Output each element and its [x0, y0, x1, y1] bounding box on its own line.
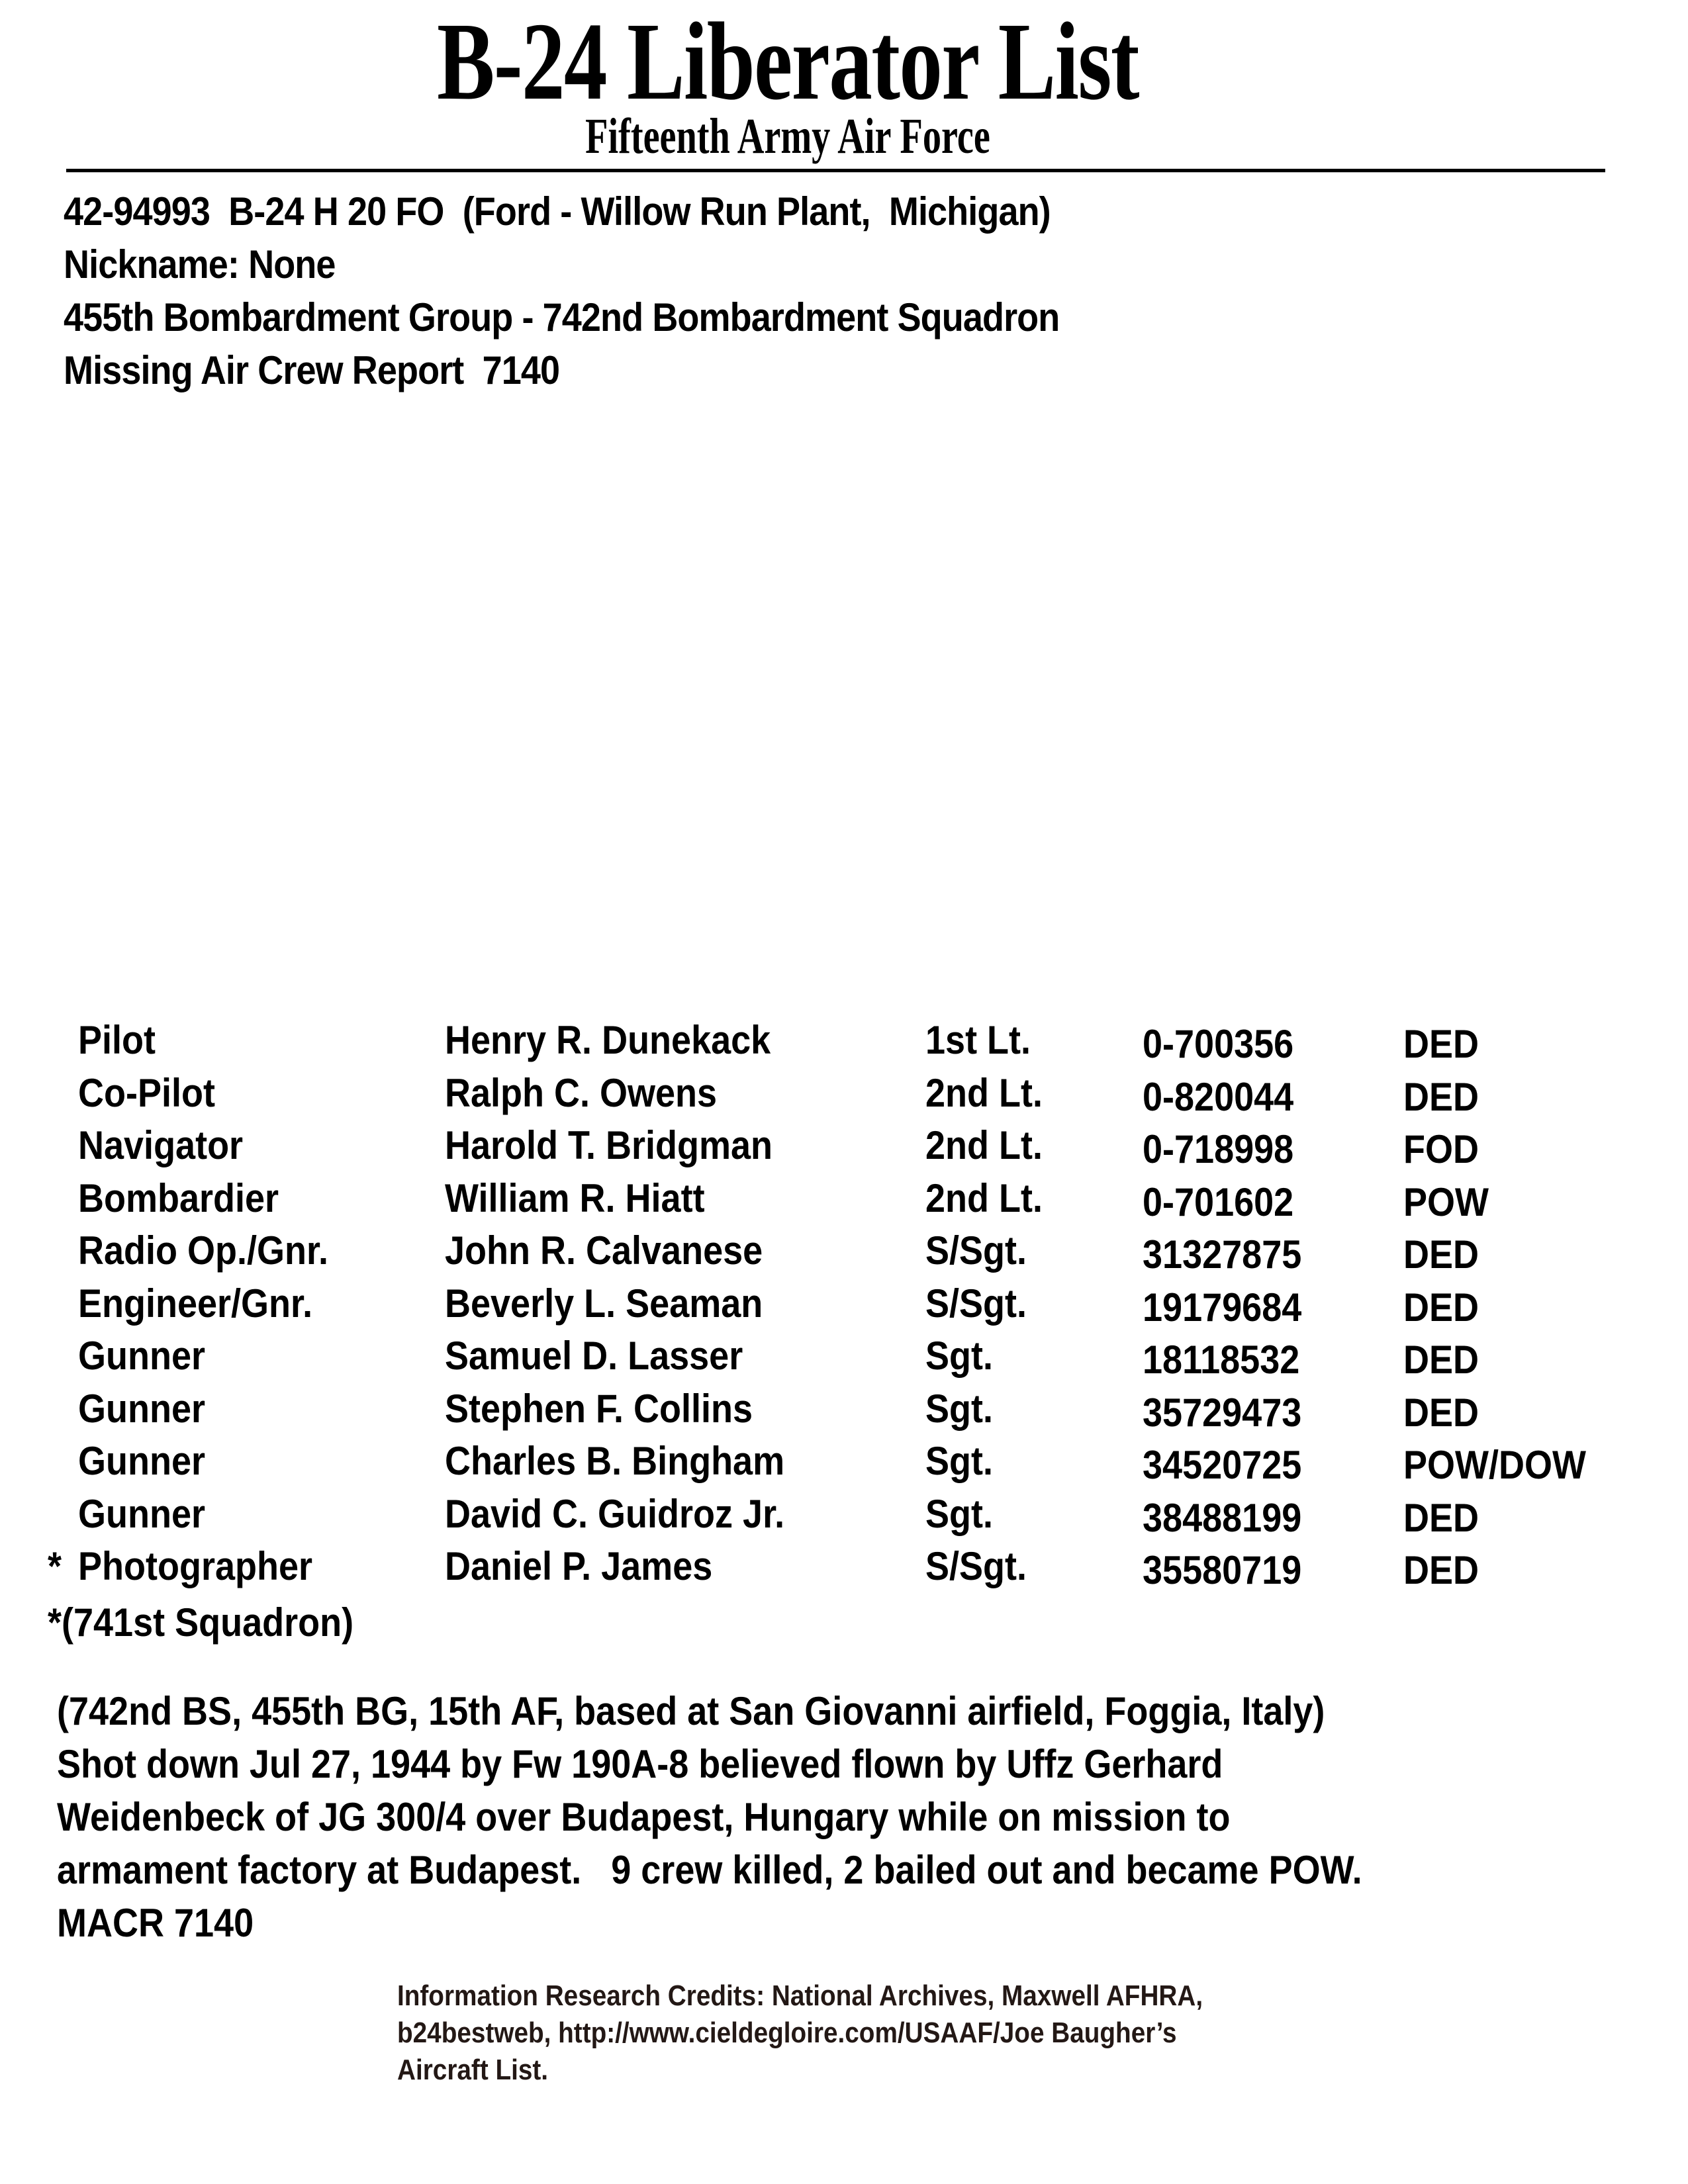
- crew-serial: 0-700356: [1143, 1022, 1294, 1066]
- crew-name: Stephen F. Collins: [445, 1386, 753, 1431]
- crew-position: Gunner: [78, 1386, 206, 1431]
- narrative-line: armament factory at Budapest. 9 crew killed, 2 bailed out and became POW.: [57, 1848, 1362, 1892]
- crew-position: Gunner: [78, 1334, 206, 1378]
- crew-serial: 38488199: [1143, 1495, 1302, 1540]
- crew-position: Bombardier: [78, 1175, 279, 1220]
- crew-footnote-mark: *: [48, 1544, 62, 1588]
- crew-name: Ralph C. Owens: [445, 1070, 718, 1115]
- crew-row: [0, 1383, 1688, 1435]
- crew-serial: 0-718998: [1143, 1127, 1294, 1171]
- crew-rank: S/Sgt.: [925, 1281, 1027, 1326]
- aircraft-unit-line: 455th Bombardment Group - 742nd Bombardment Squadron: [64, 295, 1060, 340]
- credits-line: b24bestweb, http://www.cieldegloire.com/USAAF/Joe Baugher’s: [397, 2017, 1177, 2049]
- crew-serial: 0-820044: [1143, 1074, 1294, 1119]
- crew-row: [0, 1172, 1688, 1225]
- crew-rank: 1st Lt.: [925, 1018, 1031, 1062]
- crew-row: [0, 1277, 1688, 1330]
- crew-rank: S/Sgt.: [925, 1228, 1027, 1273]
- crew-rank: Sgt.: [925, 1334, 993, 1378]
- crew-table: [0, 1014, 1688, 1593]
- crew-rank: 2nd Lt.: [925, 1175, 1043, 1220]
- crew-serial: 35729473: [1143, 1390, 1302, 1435]
- crew-row: [0, 1330, 1688, 1383]
- crew-status: DED: [1403, 1285, 1479, 1330]
- crew-status: DED: [1403, 1022, 1479, 1066]
- crew-row: [0, 1435, 1688, 1488]
- narrative-line: Shot down Jul 27, 1944 by Fw 190A-8 believed flown by Uffz Gerhard: [57, 1742, 1223, 1786]
- crew-status: DED: [1403, 1232, 1479, 1277]
- page-title: B-24 Liberator List: [437, 0, 1139, 123]
- crew-name: Daniel P. James: [445, 1544, 713, 1588]
- crew-row: [0, 1014, 1688, 1067]
- crew-status: POW: [1403, 1179, 1489, 1224]
- aircraft-info: [64, 185, 1170, 397]
- crew-footnote: *(741st Squadron): [48, 1600, 354, 1645]
- narrative-line: MACR 7140: [57, 1901, 254, 1945]
- crew-serial: 18118532: [1143, 1338, 1300, 1382]
- crew-row: [0, 1540, 1688, 1593]
- aircraft-serial-model-line: 42-94993 B-24 H 20 FO (Ford - Willow Run Plant, Michigan): [64, 189, 1051, 234]
- crew-status: POW/DOW: [1403, 1443, 1586, 1487]
- crew-position: Pilot: [78, 1018, 156, 1062]
- crew-name: David C. Guidroz Jr.: [445, 1491, 785, 1536]
- crew-row: [0, 1119, 1688, 1172]
- crew-position: Gunner: [78, 1491, 206, 1536]
- crew-status: DED: [1403, 1495, 1479, 1540]
- narrative-line: (742nd BS, 455th BG, 15th AF, based at San Giovanni airfield, Foggia, Italy): [57, 1689, 1325, 1733]
- crew-serial: 31327875: [1143, 1232, 1302, 1277]
- crew-serial: 34520725: [1143, 1443, 1302, 1487]
- crew-rank: Sgt.: [925, 1386, 993, 1431]
- crew-rank: Sgt.: [925, 1439, 993, 1483]
- crew-rank: 2nd Lt.: [925, 1123, 1043, 1167]
- crew-position: Navigator: [78, 1123, 244, 1167]
- loss-narrative: [57, 1685, 1606, 1950]
- crew-serial: 0-701602: [1143, 1179, 1294, 1224]
- crew-position: Gunner: [78, 1439, 206, 1483]
- crew-position: Photographer: [78, 1544, 313, 1588]
- crew-name: Charles B. Bingham: [445, 1439, 785, 1483]
- page-subtitle: Fifteenth Army Air Force: [585, 109, 990, 164]
- crew-status: DED: [1403, 1390, 1479, 1435]
- aircraft-macr-line: Missing Air Crew Report 7140: [64, 348, 560, 392]
- crew-name: Henry R. Dunekack: [445, 1018, 771, 1062]
- header-divider: [66, 169, 1605, 173]
- crew-rank: S/Sgt.: [925, 1544, 1027, 1588]
- crew-serial: 19179684: [1143, 1285, 1302, 1330]
- crew-status: DED: [1403, 1074, 1479, 1119]
- crew-row: [0, 1488, 1688, 1541]
- crew-status: FOD: [1403, 1127, 1479, 1171]
- narrative-line: Weidenbeck of JG 300/4 over Budapest, Hungary while on mission to: [57, 1795, 1231, 1839]
- crew-name: Harold T. Bridgman: [445, 1123, 773, 1167]
- crew-rank: Sgt.: [925, 1491, 993, 1536]
- credits-line: Information Research Credits: National Archives, Maxwell AFHRA,: [397, 1979, 1203, 2012]
- crew-status: DED: [1403, 1548, 1479, 1592]
- crew-position: Co-Pilot: [78, 1070, 215, 1115]
- crew-status: DED: [1403, 1338, 1479, 1382]
- crew-name: John R. Calvanese: [445, 1228, 763, 1273]
- crew-name: William R. Hiatt: [445, 1175, 705, 1220]
- crew-row: [0, 1067, 1688, 1120]
- crew-position: Engineer/Gnr.: [78, 1281, 313, 1326]
- crew-rank: 2nd Lt.: [925, 1070, 1043, 1115]
- crew-row: [0, 1224, 1688, 1277]
- credits-line: Aircraft List.: [397, 2054, 549, 2086]
- crew-name: Beverly L. Seaman: [445, 1281, 763, 1326]
- crew-name: Samuel D. Lasser: [445, 1334, 743, 1378]
- crew-serial: 35580719: [1143, 1548, 1302, 1592]
- research-credits: [397, 1978, 1329, 2089]
- aircraft-nickname-line: Nickname: None: [64, 242, 336, 287]
- crew-position: Radio Op./Gnr.: [78, 1228, 329, 1273]
